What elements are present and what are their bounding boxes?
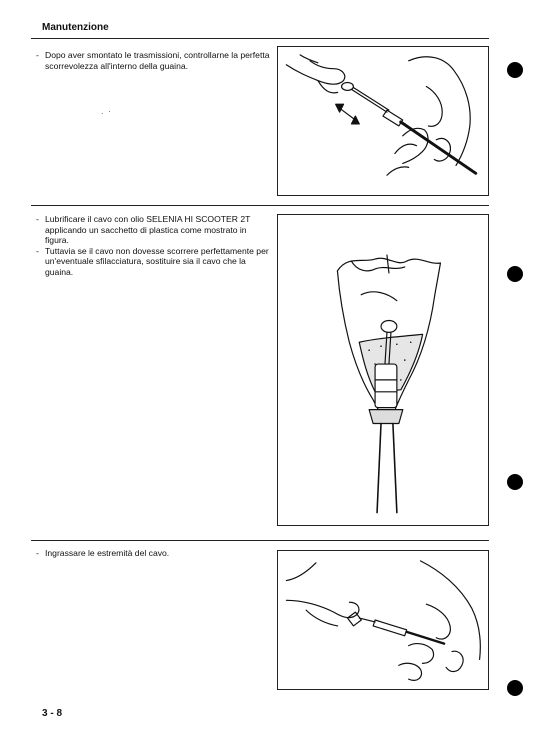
list-item: [36, 246, 271, 278]
instruction-text: Lubrificare il cavo con olio SELENIA HI SCOOTER 2T applicando un sacchetto di plastica come mostrato in figura.: [45, 214, 251, 246]
plastic-bag-illustration: [278, 215, 488, 525]
section-1-text: [36, 50, 271, 71]
figure-lubricate-cable-bag: [277, 214, 489, 526]
list-item: [36, 214, 271, 246]
list-dash: -: [36, 245, 39, 256]
section-rule-2: [31, 540, 489, 541]
list-dash: -: [36, 50, 39, 60]
page-number: 3 - 8: [42, 708, 63, 719]
section-rule-1: [31, 205, 489, 206]
binder-hole-1: [507, 62, 523, 78]
list-item: [36, 548, 271, 559]
binder-hole-3: [507, 474, 523, 490]
list-dash: -: [36, 548, 39, 558]
scan-specks: . ·: [101, 106, 112, 116]
binder-hole-4: [507, 680, 523, 696]
header-rule: [31, 38, 489, 39]
instruction-text: Ingrassare le estremità del cavo.: [45, 548, 170, 558]
cable-check-illustration: [278, 47, 488, 195]
instruction-text: Tuttavia se il cavo non dovesse scorrere perfettamente per un'eventuale sfilacciatura, sostituire sia il cavo che la guaina.: [45, 245, 269, 277]
instruction-text: Dopo aver smontato le trasmissioni, controllarne la perfetta scorrevolezza all'interno della guaina.: [45, 50, 270, 71]
list-dash: -: [36, 214, 39, 224]
grease-ends-illustration: [278, 551, 488, 689]
page-header-title: Manutenzione: [42, 22, 109, 33]
list-item: [36, 50, 271, 71]
section-2-text: [36, 214, 271, 278]
section-3-text: [36, 548, 271, 559]
figure-grease-cable-ends: [277, 550, 489, 690]
binder-hole-2: [507, 266, 523, 282]
figure-check-cable-sliding: [277, 46, 489, 196]
